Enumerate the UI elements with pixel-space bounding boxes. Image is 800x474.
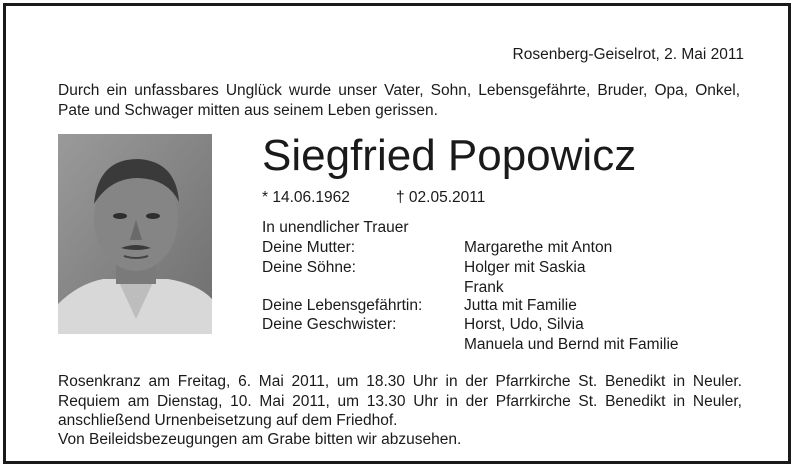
closing-line: Von Beileidsbezeugungen am Grabe bitten wir abzusehen.: [58, 431, 462, 448]
closing-line: Requiem am Dienstag, 10. Mai 2011, um 13.30 Uhr in der Pfarrkirche St. Benedikt in Neuler,: [58, 393, 742, 410]
portrait-image: [58, 134, 212, 334]
mourner-name: Jutta mit Familie: [464, 297, 577, 314]
intro-text: Durch ein unfassbares Unglück wurde unser Vater, Sohn, Lebensgefährte, Bruder, Opa, Onkel, Pate und Schwager mitten aus seinem Leben gerissen.: [58, 82, 740, 119]
mourner-relation: Deine Söhne:: [262, 259, 356, 276]
mourner-name: Manuela und Bernd mit Familie: [464, 336, 679, 353]
mourner-name: Holger mit Saskia: [464, 259, 586, 276]
closing-line: Rosenkranz am Freitag, 6. Mai 2011, um 18.30 Uhr in der Pfarrkirche St. Benedikt in Neuler.: [58, 373, 742, 390]
death-date: † 02.05.2011: [396, 189, 486, 206]
mourning-header: In unendlicher Trauer: [262, 219, 409, 236]
mourner-relation: Deine Mutter:: [262, 239, 356, 256]
place-date: Rosenberg-Geiselrot, 2. Mai 2011: [512, 46, 744, 63]
mourner-name: Frank: [464, 279, 504, 296]
closing-line: anschließend Urnenbeisetzung auf dem Friedhof.: [58, 412, 398, 429]
deceased-name: Siegfried Popowicz: [262, 131, 637, 180]
mourner-relation: Deine Lebensgefährtin:: [262, 297, 423, 314]
birth-date: * 14.06.1962: [262, 189, 350, 206]
mourner-name: Margarethe mit Anton: [464, 239, 613, 256]
mourner-name: Horst, Udo, Silvia: [464, 316, 584, 333]
portrait-photo: [58, 134, 212, 334]
mourner-relation: Deine Geschwister:: [262, 316, 397, 333]
